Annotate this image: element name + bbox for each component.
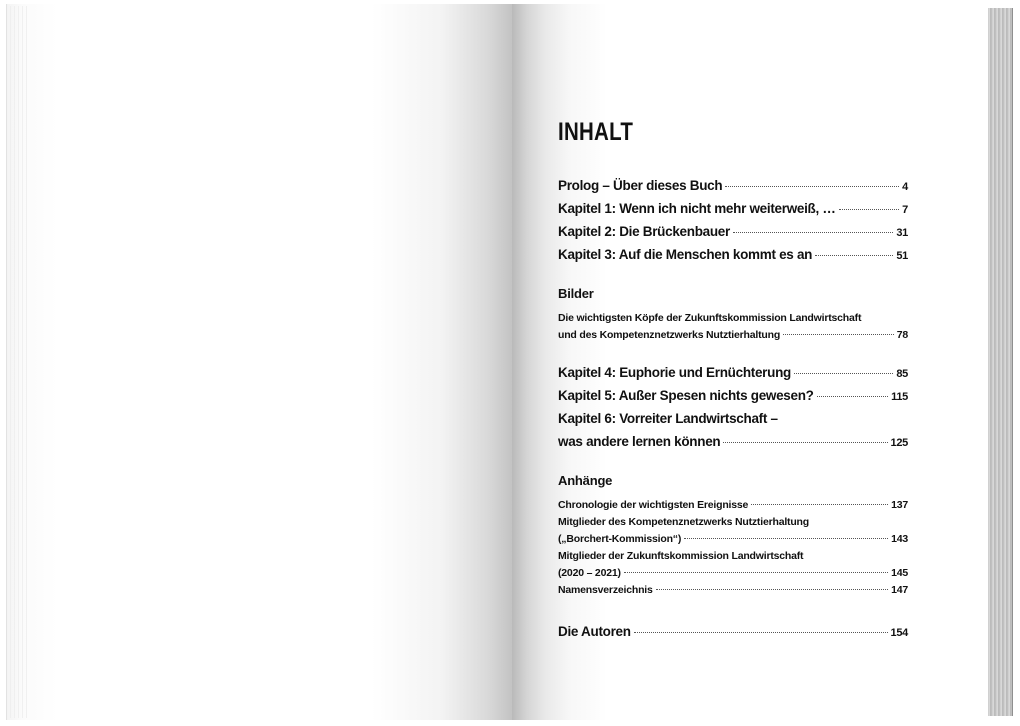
toc-entry-page: 154	[890, 627, 908, 639]
dot-leader	[815, 255, 893, 256]
toc-entry-page: 4	[902, 181, 908, 193]
dot-leader	[794, 373, 893, 374]
toc-entry-kapitel-1	[558, 197, 908, 220]
dot-leader	[656, 589, 888, 590]
dot-leader	[684, 538, 888, 539]
dot-leader	[783, 334, 894, 335]
toc-entry-title: Kapitel 2: Die Brückenbauer	[558, 224, 730, 239]
toc-entry-namensverzeichnis	[558, 582, 908, 599]
bilder-line-1: Die wichtigsten Köpfe der Zukunftskommission Landwirtschaft	[558, 312, 862, 324]
toc-entry-title: Kapitel 5: Außer Spesen nichts gewesen?	[558, 388, 814, 403]
borchert-line-1: Mitglieder des Kompetenznetzwerks Nutztierhaltung	[558, 516, 809, 528]
table-of-contents	[558, 112, 908, 643]
toc-entry-title: was andere lernen können	[558, 434, 721, 449]
toc-entry-title: und des Kompetenznetzwerks Nutztierhaltung	[558, 329, 781, 341]
zukunftskommission-line-1: Mitglieder der Zukunftskommission Landwirtschaft	[558, 550, 804, 562]
dot-leader	[634, 632, 888, 633]
toc-entry-page: 31	[896, 227, 908, 239]
toc-entry-page: 115	[891, 391, 908, 403]
kapitel-6-line-1: Kapitel 6: Vorreiter Landwirtschaft –	[558, 411, 778, 426]
dot-leader	[624, 572, 888, 573]
toc-entry-title: Kapitel 4: Euphorie und Ernüchterung	[558, 365, 791, 380]
toc-entry-page: 78	[896, 329, 908, 341]
toc-entry-title: („Borchert-Kommission“)	[558, 533, 682, 545]
toc-entry-kapitel-4	[558, 361, 908, 384]
toc-entry-kapitel-2	[558, 220, 908, 243]
left-page	[6, 4, 513, 720]
section-heading-bilder: Bilder	[558, 286, 594, 301]
toc-entry-title: Kapitel 1: Wenn ich nicht mehr weiterweiß, …	[558, 201, 836, 216]
toc-entry-page: 137	[891, 499, 908, 511]
toc-entry-kapitel-3	[558, 243, 908, 266]
toc-heading: INHALT	[558, 118, 634, 146]
dot-leader	[751, 504, 888, 505]
toc-entry-title: Prolog – Über dieses Buch	[558, 178, 723, 193]
dot-leader	[733, 232, 893, 233]
toc-entry-page: 143	[891, 533, 908, 545]
dot-leader	[723, 442, 887, 443]
toc-entry-borchert	[558, 531, 908, 548]
dot-leader	[839, 209, 900, 210]
toc-entry-title: Chronologie der wichtigsten Ereignisse	[558, 499, 749, 511]
toc-entry-page: 125	[890, 437, 908, 449]
toc-entry-chronologie	[558, 497, 908, 514]
toc-entry-autoren	[558, 620, 908, 643]
toc-entry-page: 85	[896, 368, 908, 380]
toc-entry-kapitel-5	[558, 384, 908, 407]
section-heading-anhaenge: Anhänge	[558, 473, 613, 488]
toc-entry-bilder	[558, 327, 908, 344]
right-page-edges	[988, 8, 1013, 716]
toc-entry-page: 145	[891, 567, 908, 579]
toc-entry-title: Die Autoren	[558, 624, 631, 639]
toc-entry-page: 51	[896, 250, 908, 262]
toc-entry-zukunftskommission	[558, 565, 908, 582]
dot-leader	[817, 396, 889, 397]
toc-entry-title: Kapitel 3: Auf die Menschen kommt es an	[558, 247, 813, 262]
toc-entry-page: 7	[902, 204, 908, 216]
toc-entry-page: 147	[891, 584, 908, 596]
toc-entry-prolog	[558, 174, 908, 197]
toc-entry-title: (2020 – 2021)	[558, 567, 621, 579]
left-page-edges	[10, 6, 28, 718]
dot-leader	[725, 186, 899, 187]
toc-entry-kapitel-6	[558, 430, 908, 453]
toc-entry-title: Namensverzeichnis	[558, 584, 653, 596]
